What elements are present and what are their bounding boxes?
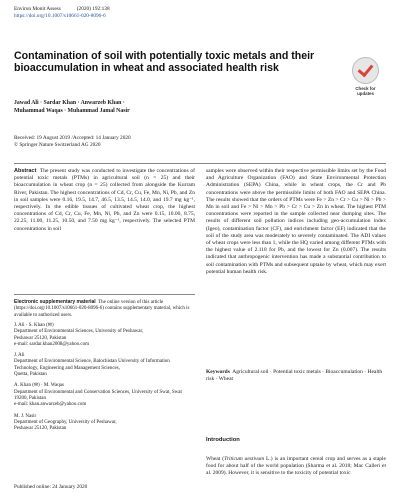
affiliation-dept: Department of Geography, University of Peshawar, — [14, 419, 117, 425]
abstract-text: The present study was conducted to investigate the concentrations of potential toxic metals (PTMs) in agricultural soil (n = 25) and their bioaccumulation in wheat crop (n = 25) collected from alongside the Kurram River, Pakistan. The highest concentrations of Cd, Cr, Cu, Fe, Mn, Ni, Pb, and Zn in soil samples were 0.16, 19.5, 14.7, 46.5, 13.5, 14.5, 14.0, and 19.7 mg kg⁻¹, respectively. In the edible tissues of cultivated wheat crop, the highest concentrations of Cd, Cr, Cu, Fe, Mn, Ni, Pb, and Zn were 0.15, 10.00, 8.75, 22.25, 11.00, 11.25, 10.50, and 7.50 mg kg⁻¹, respectively. The selected PTM concentrations in soil — [14, 168, 196, 232]
abstract-right-column — [206, 168, 386, 276]
keywords-heading: Keywords — [206, 369, 230, 375]
intro-species: Triticum aestivum — [224, 456, 265, 462]
article-dates — [14, 135, 214, 149]
abstract-heading: Abstract — [14, 168, 37, 174]
affiliation-names: A. Khan (✉) · M. Waqas — [14, 383, 64, 389]
affiliation-city: Peshawar 25120, Pakistan — [14, 426, 67, 432]
journal-name: Environ Monit Assess — [14, 6, 61, 12]
copyright: © Springer Nature Switzerland AG 2020 — [14, 142, 101, 148]
doi-link[interactable]: https://doi.org/10.1007/s10661-020-8096-6 — [14, 12, 106, 19]
intro-text-pre: Wheat ( — [206, 456, 225, 462]
affiliation-city: Peshawar 25120, Pakistan — [14, 335, 67, 341]
introduction-heading: Introduction — [206, 437, 240, 443]
badge-line1: Check for — [355, 86, 376, 91]
affiliation-city: Quetta, Pakistan — [14, 372, 47, 378]
check-for-updates-badge[interactable] — [350, 57, 381, 96]
affiliation-block — [14, 323, 195, 348]
affiliation-names: J. Ali · S. Khan (✉) — [14, 323, 54, 328]
affiliation-names: J. Ali — [14, 353, 25, 359]
keywords-section — [206, 369, 386, 383]
published-date: Published online: 24 January 2020 — [14, 484, 88, 490]
check-updates-icon — [352, 57, 379, 84]
affiliation-block — [14, 414, 195, 433]
article-title: Contamination of soil with potentially toxic metals and their bioaccumulation in wheat and associated health risk — [14, 50, 315, 75]
author-list — [14, 99, 344, 115]
esm-text: The online version of this article (https://doi.org/10.1007/s10661-020-8096-6) contains supplementary material, which is available to authorized users. — [14, 300, 190, 318]
affiliations — [14, 323, 195, 437]
keywords-text: Agricultural soil · Potential toxic metals · Bioaccumulation · Health risk · Wheat — [206, 369, 383, 383]
esm-heading: Electronic supplementary material — [14, 299, 96, 305]
introduction-text — [206, 456, 386, 478]
esm-note — [14, 294, 195, 319]
affiliation-block — [14, 383, 195, 408]
authors-line1: Jawad Ali · Sardar Khan · Anwarzeb Khan · — [14, 100, 125, 106]
divider — [14, 163, 386, 164]
affiliation-dept: Department of Environmental Science, Balochistan University of Information Technology, Engineering and Management Sciences, — [14, 359, 170, 371]
affiliation-email[interactable]: e-mail: sardar.khan2008@yahoo.com — [14, 341, 89, 347]
abstract-continued: samples were observed within their respective permissible limits set by the Food and Agriculture Organization (FAO) and State Environmental Protection Administration (SEPA) China, while in wheat crops, the Cr and Pb concentrations were above the permissible limits of both FAO and SEPA China. The results showed that the orders of PTMs were Fe > Zn > Cr > Cu > Ni > Pb > Mn in soil and Fe > Ni > Mn > Pb > Cr > Cu > Zn in wheat. The highest PTM concentrations were reported in the sample collected near dumping sites. The results of different soil pollution indices including geo-accumulation index (Igeo), contamination factor (CF), and enrichment factor (EF) indicated that the soil of the study area was moderately to severely contaminated. The ADI values of wheat crops were less than 1, while the HQ varied among different PTMs with the highest value of 2.118 for Pb, and the lowest for Zn (0.007). The results indicated that anthropogenic intervention has made a substantial contribution to soil contamination with PTMs and subsequent uptake by wheat, which may exert potential human health risk. — [206, 168, 386, 275]
affiliation-names: M. J. Nasir — [14, 413, 37, 419]
volume-info: (2020) 192:138 — [76, 6, 110, 12]
affiliation-email[interactable]: e-mail: khan.anwarzeb@yahoo.com — [14, 402, 87, 408]
affiliation-dept: Department of Environmental Sciences, University of Peshawar, — [14, 329, 144, 335]
affiliation-block — [14, 353, 195, 378]
received-accepted: Received: 19 August 2019 /Accepted: 14 January 2020 — [14, 135, 131, 141]
badge-line2: updates — [357, 91, 374, 96]
running-header — [14, 6, 110, 19]
abstract-left-column — [14, 168, 195, 233]
authors-line2: Muhammad Waqas · Muhammad Jamal Nasir — [14, 108, 130, 114]
intro-text-post: L.) is an important cereal crop and serves as a staple food for about half of the world population (Sharma et al. 2018; Mac Calleri et al. 2009). However, it is sensitive to the toxicity of potential toxic — [206, 456, 386, 477]
affiliation-dept: Department of Environmental and Conservation Sciences, University of Swat, Swat 19200, Pakistan — [14, 389, 182, 401]
